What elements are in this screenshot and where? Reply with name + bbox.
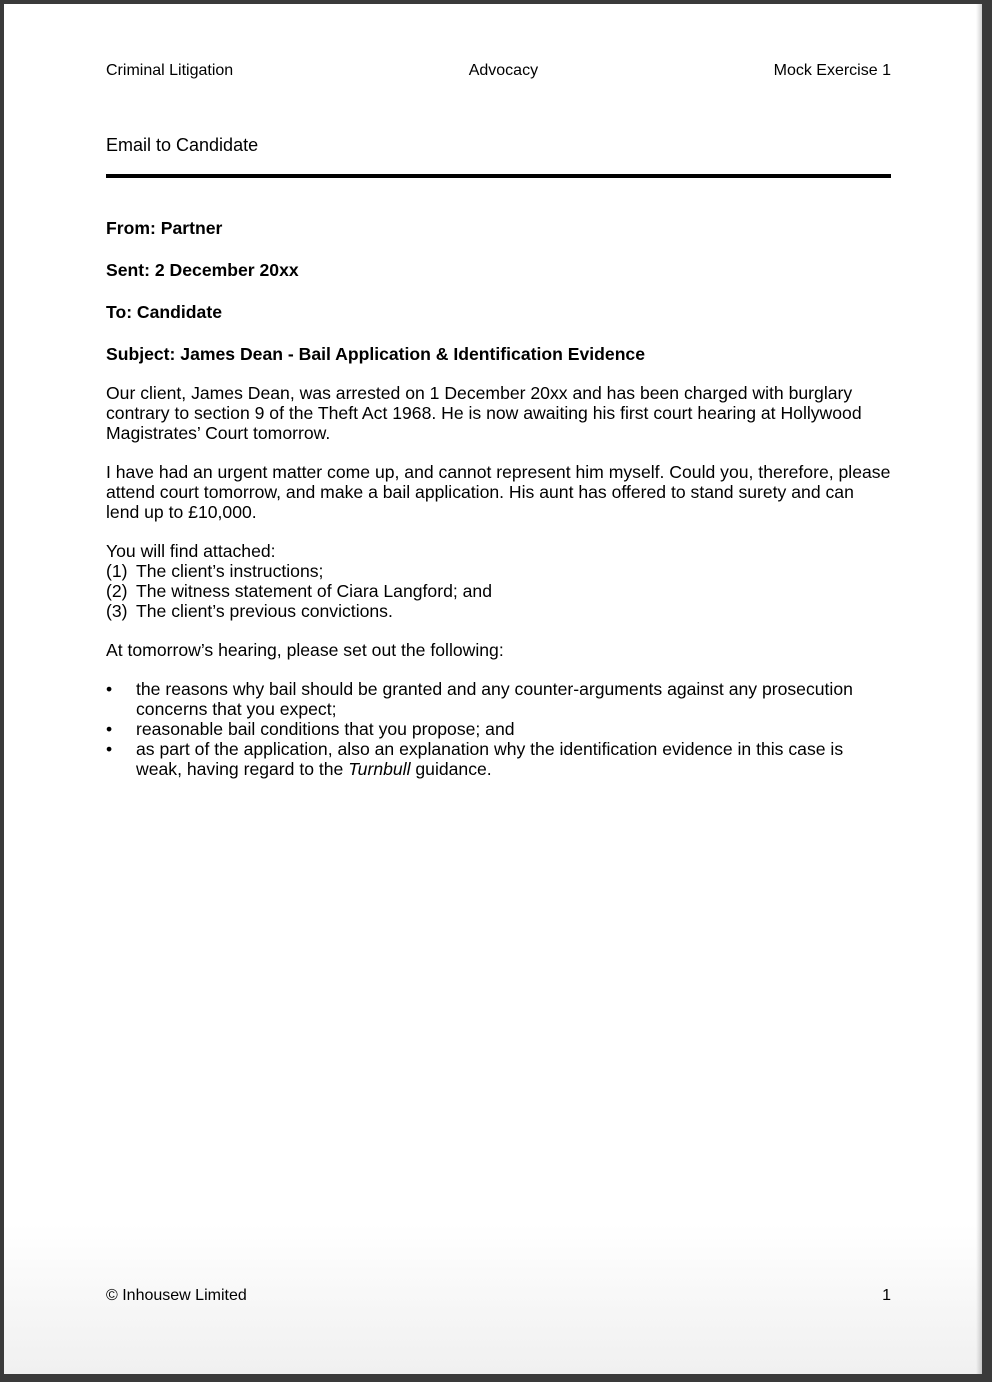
bullet-text-start: as part of the application, also an explanation why the identification evidence in this case is weak, having regard to the — [136, 739, 844, 779]
attachment-number: (1) — [106, 561, 128, 581]
email-to: To: Candidate — [106, 302, 222, 322]
attachments-intro: You will find attached: — [106, 541, 276, 561]
footer-copyright: © Inhousew Limited — [106, 1287, 247, 1304]
attachment-text: The client’s previous convictions. — [136, 601, 393, 621]
attachment-item — [106, 581, 891, 601]
bullet-marker: • — [106, 679, 113, 699]
attachment-text: The witness statement of Ciara Langford; and — [136, 581, 492, 601]
attachment-number: (3) — [106, 601, 128, 621]
header-rule — [106, 174, 891, 178]
hearing-intro: At tomorrow’s hearing, please set out the following: — [106, 640, 504, 660]
bullet-item — [106, 679, 891, 719]
header-exercise: Mock Exercise 1 — [773, 62, 891, 79]
email-content — [106, 218, 891, 779]
body-paragraph-1: Our client, James Dean, was arrested on 1 December 20xx and has been charged with burglary contrary to section 9 of the Theft Act 1968. He is now awaiting his first court hearing at Hollywood Magistrates’ Court tomorrow. — [106, 383, 862, 443]
attachments-list — [106, 541, 891, 621]
email-from: From: Partner — [106, 218, 223, 238]
bullet-item — [106, 719, 891, 739]
email-sent: Sent: 2 December 20xx — [106, 260, 299, 280]
bullet-marker: • — [106, 739, 113, 759]
header-course: Criminal Litigation — [106, 62, 234, 79]
document-title: Email to Candidate — [106, 135, 259, 155]
page-number: 1 — [882, 1287, 891, 1304]
bullet-text — [136, 739, 891, 779]
page-header — [106, 62, 891, 80]
attachment-item — [106, 561, 891, 581]
bullet-text-end: guidance. — [410, 759, 492, 779]
document-page — [4, 4, 982, 1374]
bullet-marker: • — [106, 719, 113, 739]
attachment-number: (2) — [106, 581, 128, 601]
attachment-text: The client’s instructions; — [136, 561, 324, 581]
body-paragraph-2: I have had an urgent matter come up, and cannot represent him myself. Could you, therefore, please attend court tomorrow, and make a bail application. His aunt has offered to stand surety and can lend up to £10,000. — [106, 462, 891, 522]
email-subject: Subject: James Dean - Bail Application & Identification Evidence — [106, 344, 646, 364]
attachment-item — [106, 601, 891, 621]
bullet-item — [106, 739, 891, 779]
bullet-text: the reasons why bail should be granted and any counter-arguments against any prosecution concerns that you expect; — [136, 679, 853, 719]
hearing-bullets — [106, 679, 891, 779]
page-shadow — [976, 4, 982, 1374]
bullet-text: reasonable bail conditions that you propose; and — [136, 719, 515, 739]
page-footer — [106, 1287, 891, 1305]
turnbull-italic: Turnbull — [348, 759, 411, 779]
header-module: Advocacy — [468, 62, 539, 79]
